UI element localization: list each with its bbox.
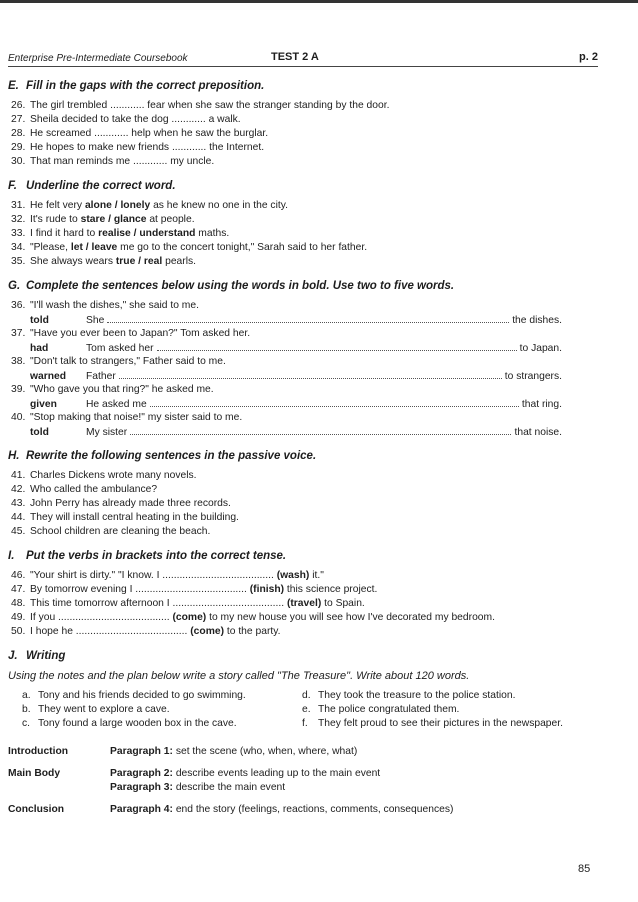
item-question: "Have you ever been to Japan?" Tom asked her. (30, 328, 251, 339)
plan-row-conclusion (8, 803, 598, 817)
item-text: me go to the concert tonight," Sarah said to her father. (117, 242, 368, 253)
answer-line[interactable] (107, 313, 509, 323)
note-text: They took the treasure to the police station. (318, 690, 516, 701)
notes-column-left (22, 689, 302, 731)
item-text: School children are cleaning the beach. (30, 526, 211, 537)
note-label: c. (22, 718, 31, 729)
item-text: to Spain. (321, 598, 365, 609)
story-notes (8, 689, 598, 731)
item-text: Charles Dickens wrote many novels. (30, 470, 197, 481)
exercise-item (8, 483, 598, 497)
item-number: 33. (11, 228, 26, 239)
verb-prompt: (come) (172, 612, 207, 623)
key-word: warned (30, 371, 67, 382)
word-option[interactable]: real (143, 256, 163, 267)
section-j-heading (8, 649, 598, 663)
page-header (8, 50, 598, 67)
paragraph-label: Paragraph 3: (110, 782, 173, 793)
word-option[interactable]: let (70, 242, 83, 253)
note-label: a. (22, 690, 31, 701)
item-question: "Who gave you that ring?" he asked me. (30, 384, 214, 395)
plan-body (110, 745, 357, 759)
item-text: to the party. (224, 626, 281, 637)
item-text: to my new house you will see how I've decorated my bedroom. (206, 612, 495, 623)
paragraph-label: Paragraph 4: (110, 804, 173, 815)
item-text: She always wears (30, 256, 116, 267)
sentence-start: Tom asked her (86, 343, 154, 354)
section-f-items (8, 199, 598, 269)
section-title: Fill in the gaps with the correct preposition. (26, 80, 265, 92)
item-number: 32. (11, 214, 26, 225)
section-letter: I. (8, 550, 15, 562)
word-option[interactable]: alone (84, 200, 112, 211)
exercise-item (8, 241, 598, 255)
item-number: 49. (11, 612, 26, 623)
exercise-item (8, 255, 598, 269)
plan-heading: Introduction (8, 746, 69, 757)
sentence-start: She (86, 315, 105, 326)
item-number: 30. (11, 156, 26, 167)
item-text: I hope he ....................................... (30, 626, 191, 637)
note-label: e. (302, 704, 311, 715)
notes-column-right (302, 689, 582, 731)
verb-prompt: (wash) (276, 570, 310, 581)
item-text: I find it hard to (30, 228, 99, 239)
note-item (302, 689, 582, 703)
section-e-heading (8, 79, 598, 93)
item-number: 34. (11, 242, 26, 253)
sentence-end: that ring. (521, 399, 562, 410)
exercise-item (8, 227, 598, 241)
section-title: Rewrite the following sentences in the passive voice. (26, 450, 317, 462)
page-label: p. 2 (579, 51, 598, 63)
note-label: f. (302, 718, 308, 729)
writing-instructions: Using the notes and the plan below write a story called "The Treasure". Write about 120 words. (8, 670, 470, 682)
item-text: That man reminds me ............ my uncle. (30, 156, 215, 167)
item-question: "Stop making that noise!" my sister said to me. (30, 412, 243, 423)
exercise-item (8, 525, 598, 539)
writing-plan (8, 745, 598, 817)
item-number: 46. (11, 570, 26, 581)
item-number: 28. (11, 128, 26, 139)
item-text: This time tomorrow afternoon I ....................................... (30, 598, 287, 609)
plan-body (110, 767, 380, 795)
word-option[interactable]: lonely (120, 200, 151, 211)
paragraph-label: Paragraph 1: (110, 746, 173, 757)
key-word: told (30, 315, 49, 326)
item-text: at people. (146, 214, 195, 225)
option-separator: / (82, 242, 92, 253)
section-letter: F. (8, 180, 17, 192)
sentence-end: to Japan. (519, 343, 562, 354)
paragraph-text: describe the main event (172, 782, 286, 793)
item-text: They will install central heating in the building. (30, 512, 239, 523)
transformation-item (8, 355, 598, 383)
item-text: He screamed ............ help when he saw the burglar. (30, 128, 269, 139)
sentence-end: the dishes. (512, 315, 562, 326)
sentence-end: that noise. (514, 427, 562, 438)
note-item (302, 703, 582, 717)
section-e-items (8, 99, 598, 169)
section-title: Underline the correct word. (26, 180, 176, 192)
section-title: Complete the sentences below using the words in bold. Use two to five words. (26, 280, 455, 292)
item-text: pearls. (162, 256, 197, 267)
item-number: 41. (11, 470, 26, 481)
item-question: "Don't talk to strangers," Father said to me. (30, 356, 226, 367)
key-word: given (30, 399, 57, 410)
transformation-item (8, 383, 598, 411)
transformation-item (8, 411, 598, 439)
item-number: 47. (11, 584, 26, 595)
item-number: 39. (11, 384, 26, 395)
item-number: 37. (11, 328, 26, 339)
page-number: 85 (578, 863, 591, 875)
note-text: Tony found a large wooden box in the cave. (38, 718, 237, 729)
exercise-item (8, 497, 598, 511)
section-i-items (8, 569, 598, 639)
item-number: 43. (11, 498, 26, 509)
item-number: 45. (11, 526, 26, 537)
item-number: 50. (11, 626, 26, 637)
item-text: It's rude to (30, 214, 81, 225)
exercise-item (8, 569, 598, 583)
section-letter: J. (8, 650, 18, 662)
section-i-heading (8, 549, 598, 563)
word-option[interactable]: understand (139, 228, 196, 239)
plan-heading: Conclusion (8, 804, 65, 815)
item-number: 42. (11, 484, 26, 495)
plan-row-introduction (8, 745, 598, 759)
word-option[interactable]: realise (98, 228, 131, 239)
note-text: Tony and his friends decided to go swimming. (38, 690, 246, 701)
exercise-item (8, 113, 598, 127)
sentence-start: He asked me (86, 399, 147, 410)
note-item (22, 689, 302, 703)
item-number: 36. (11, 300, 26, 311)
paragraph-text: describe events leading up to the main event (172, 768, 381, 779)
transformation-item (8, 327, 598, 355)
note-item (22, 703, 302, 717)
worksheet-page (8, 50, 598, 825)
exercise-item (8, 99, 598, 113)
note-label: d. (302, 690, 311, 701)
exercise-item (8, 611, 598, 625)
key-word: had (30, 343, 49, 354)
option-separator: / (105, 214, 114, 225)
item-text: The girl trembled ............ fear when she saw the stranger standing by the door. (30, 100, 390, 111)
item-number: 29. (11, 142, 26, 153)
coursebook-title: Enterprise Pre-Intermediate Coursebook (8, 53, 188, 64)
item-text: Sheila decided to take the dog ............ a walk. (30, 114, 241, 125)
exercise-item (8, 597, 598, 611)
exercise-item (8, 213, 598, 227)
section-h-items (8, 469, 598, 539)
exercise-item (8, 625, 598, 639)
verb-prompt: (come) (190, 626, 225, 637)
sentence-start: My sister (86, 427, 128, 438)
section-letter: E. (8, 80, 19, 92)
sentence-start: Father (86, 371, 116, 382)
option-separator: / (130, 228, 140, 239)
word-option[interactable]: leave (91, 242, 118, 253)
exercise-item (8, 583, 598, 597)
section-letter: G. (8, 280, 21, 292)
item-number: 44. (11, 512, 26, 523)
section-g-heading (8, 279, 598, 293)
section-title: Put the verbs in brackets into the correct tense. (26, 550, 287, 562)
exercise-item (8, 511, 598, 525)
item-number: 31. (11, 200, 26, 211)
note-item (302, 717, 582, 731)
exercise-item (8, 127, 598, 141)
note-text: They felt proud to see their pictures in the newspaper. (318, 718, 563, 729)
item-number: 48. (11, 598, 26, 609)
item-text: it." (309, 570, 324, 581)
paragraph-label: Paragraph 2: (110, 768, 173, 779)
note-text: They went to explore a cave. (38, 704, 170, 715)
sentence-end: to strangers. (504, 371, 562, 382)
exercise-item (8, 155, 598, 169)
note-item (22, 717, 302, 731)
verb-prompt: (travel) (286, 598, 322, 609)
test-title: TEST 2 A (271, 51, 319, 63)
item-text: He hopes to make new friends ............ the Internet. (30, 142, 265, 153)
item-question: "I'll wash the dishes," she said to me. (30, 300, 199, 311)
verb-prompt: (finish) (249, 584, 285, 595)
plan-row-main-body (8, 767, 598, 795)
word-option[interactable]: glance (113, 214, 147, 225)
answer-line[interactable] (130, 425, 511, 435)
option-separator: / (111, 200, 121, 211)
item-number: 35. (11, 256, 26, 267)
item-text: maths. (195, 228, 230, 239)
option-separator: / (135, 256, 144, 267)
note-label: b. (22, 704, 31, 715)
item-number: 38. (11, 356, 26, 367)
item-number: 26. (11, 100, 26, 111)
exercise-item (8, 469, 598, 483)
paragraph-text: set the scene (who, when, where, what) (172, 746, 358, 757)
note-text: The police congratulated them. (318, 704, 460, 715)
answer-line[interactable] (157, 341, 517, 351)
section-letter: H. (8, 450, 20, 462)
item-text: By tomorrow evening I ....................................... (30, 584, 250, 595)
item-text: John Perry has already made three records. (30, 498, 231, 509)
item-text: "Your shirt is dirty." "I know. I ....................................... (30, 570, 277, 581)
exercise-item (8, 199, 598, 213)
transformation-item (8, 299, 598, 327)
word-option[interactable]: true (115, 256, 136, 267)
paragraph-text: end the story (feelings, reactions, comments, consequences) (172, 804, 454, 815)
section-f-heading (8, 179, 598, 193)
plan-body (110, 803, 453, 817)
top-border (0, 0, 638, 3)
item-text: If you ....................................... (30, 612, 173, 623)
item-text: "Please, (30, 242, 71, 253)
answer-line[interactable] (150, 397, 519, 407)
word-option[interactable]: stare (80, 214, 106, 225)
exercise-item (8, 141, 598, 155)
plan-heading: Main Body (8, 768, 61, 779)
answer-line[interactable] (119, 369, 502, 379)
section-g-items (8, 299, 598, 439)
key-word: told (30, 427, 49, 438)
item-text: He felt very (30, 200, 85, 211)
item-number: 27. (11, 114, 26, 125)
item-text: Who called the ambulance? (30, 484, 158, 495)
item-number: 40. (11, 412, 26, 423)
item-text: this science project. (284, 584, 378, 595)
item-text: as he knew no one in the city. (150, 200, 288, 211)
section-h-heading (8, 449, 598, 463)
section-title: Writing (26, 650, 66, 662)
